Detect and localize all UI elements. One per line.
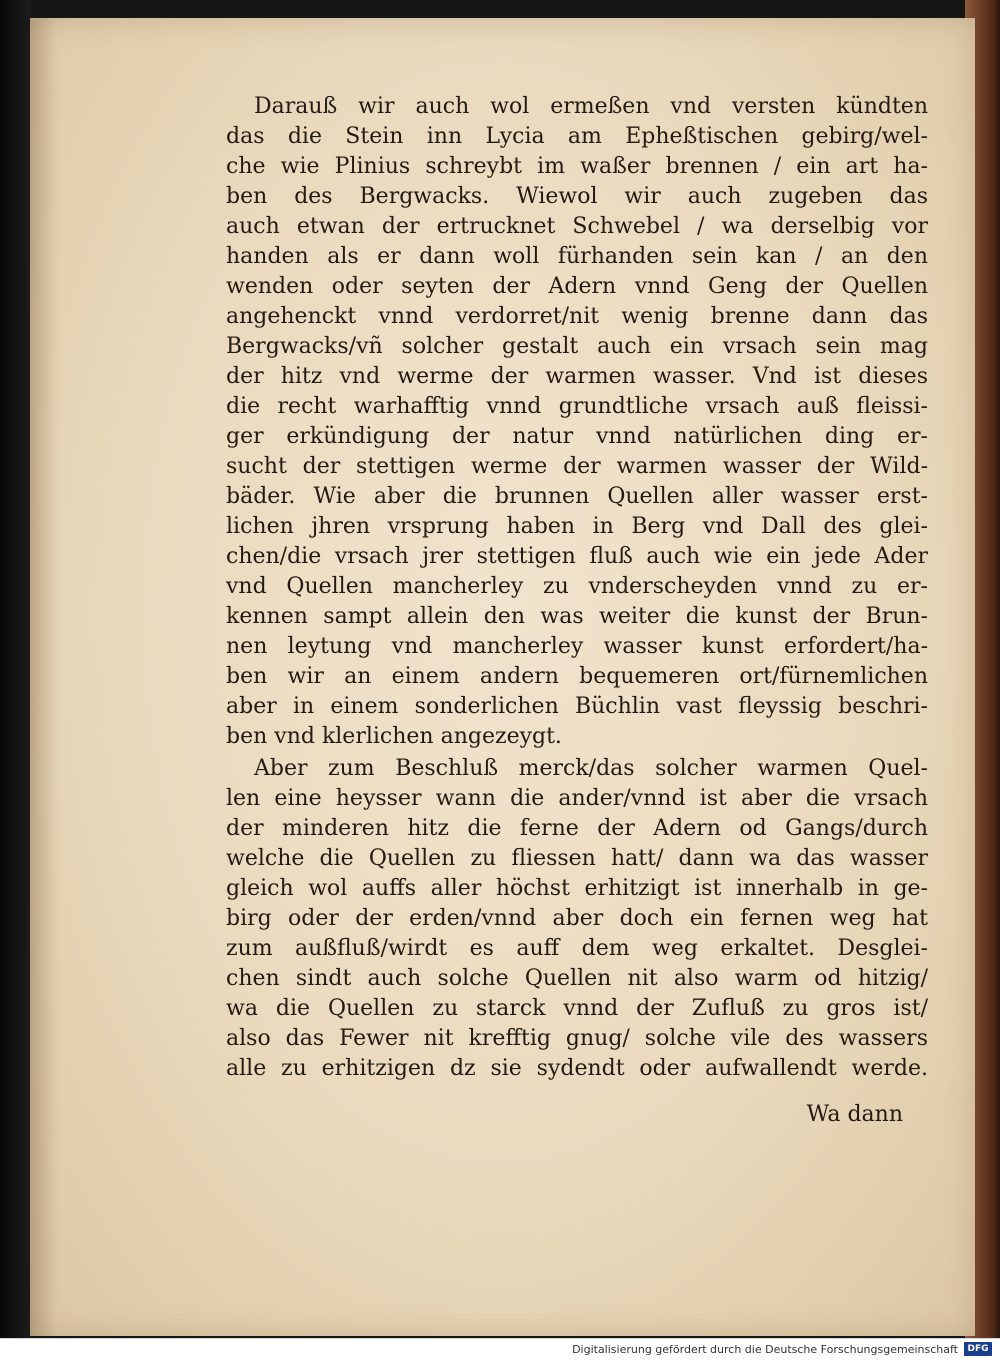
text-line: ben des Bergwacks. Wiewol wir auch zugeben das <box>226 184 928 209</box>
text-line: welche die Quellen zu fliessen hatt/ dann wa das wasser <box>226 846 928 871</box>
text-line: Bergwacks/vñ solcher gestalt auch ein vrsach sein mag <box>226 334 928 359</box>
text-line: zum außfluß/wirdt es auff dem weg erkaltet. Desglei- <box>226 936 928 961</box>
text-line: wenden oder seyten der Adern vnnd Geng der Quellen <box>226 274 928 299</box>
text-line: bäder. Wie aber die brunnen Quellen aller wasser erst- <box>226 484 928 509</box>
text-line: birg oder der erden/vnnd aber doch ein fernen weg hat <box>226 906 928 931</box>
text-line: also das Fewer nit krefftig gnug/ solche vile des wassers <box>226 1026 928 1051</box>
text-line: chen/die vrsach jrer stettigen fluß auch wie ein jede Ader <box>226 544 928 569</box>
text-line: lichen jhren vrsprung haben in Berg vnd Dall des glei- <box>226 514 928 539</box>
text-line: der hitz vnd werme der warmen wasser. Vnd ist dieses <box>226 364 928 389</box>
binding-shadow <box>0 0 30 1338</box>
text-line: ben vnd klerlichen angezeygt. <box>226 724 562 749</box>
book-page <box>30 18 975 1336</box>
text-line: Darauß wir auch wol ermeßen vnd versten kündten <box>254 94 928 119</box>
text-line: vnd Quellen mancherley zu vnderscheyden vnnd zu er- <box>226 574 928 599</box>
text-line: gleich wol auffs aller höchst erhitzigt ist innerhalb in ge- <box>226 876 928 901</box>
text-line: chen sindt auch solche Quellen nit also warm od hitzig/ <box>226 966 928 991</box>
text-line: kennen sampt allein den was weiter die kunst der Brun- <box>226 604 928 629</box>
text-line: Aber zum Beschluß merck/das solcher warmen Quel- <box>254 756 928 781</box>
text-line: wa die Quellen zu starck vnnd der Zufluß zu gros ist/ <box>226 996 928 1021</box>
dfg-logo: DFG <box>964 1342 992 1356</box>
text-block <box>226 92 928 1084</box>
text-line: die recht warhafftig vnnd grundtliche vrsach auß fleissi- <box>226 394 928 419</box>
text-line: len eine heysser wann die ander/vnnd ist aber die vrsach <box>226 786 928 811</box>
text-line: aber in einem sonderlichen Büchlin vast fleyssig beschri- <box>226 694 928 719</box>
text-line: sucht der stettigen werme der warmen wasser der Wild- <box>226 454 928 479</box>
text-line: alle zu erhitzigen dz sie sydendt oder aufwallendt werde. <box>226 1056 928 1081</box>
text-line: nen leytung vnd mancherley wasser kunst erfordert/ha- <box>226 634 928 659</box>
text-line: handen als er dann woll fürhanden sein kan / an den <box>226 244 928 269</box>
text-line: ger erkündigung der natur vnnd natürlichen ding er- <box>226 424 928 449</box>
text-line: ben wir an einem andern bequemeren ort/fürnemlichen <box>226 664 928 689</box>
text-line: der minderen hitz die ferne der Adern od Gangs/durch <box>226 816 928 841</box>
text-line: auch etwan der ertrucknet Schwebel / wa derselbig vor <box>226 214 928 239</box>
page-fold-shadow <box>30 18 58 1336</box>
text-line: das die Stein inn Lycia am Epheßtischen gebirg/wel- <box>226 124 928 149</box>
funding-notice: Digitalisierung gefördert durch die Deutsche Forschungsgemeinschaft <box>572 1343 958 1356</box>
footer-bar <box>0 1338 1000 1360</box>
text-line: che wie Plinius schreybt im waßer brennen / ein art ha- <box>226 154 928 179</box>
text-line: angehenckt vnnd verdorret/nit wenig brenne dann das <box>226 304 928 329</box>
catchword: Wa dann <box>806 1102 903 1127</box>
